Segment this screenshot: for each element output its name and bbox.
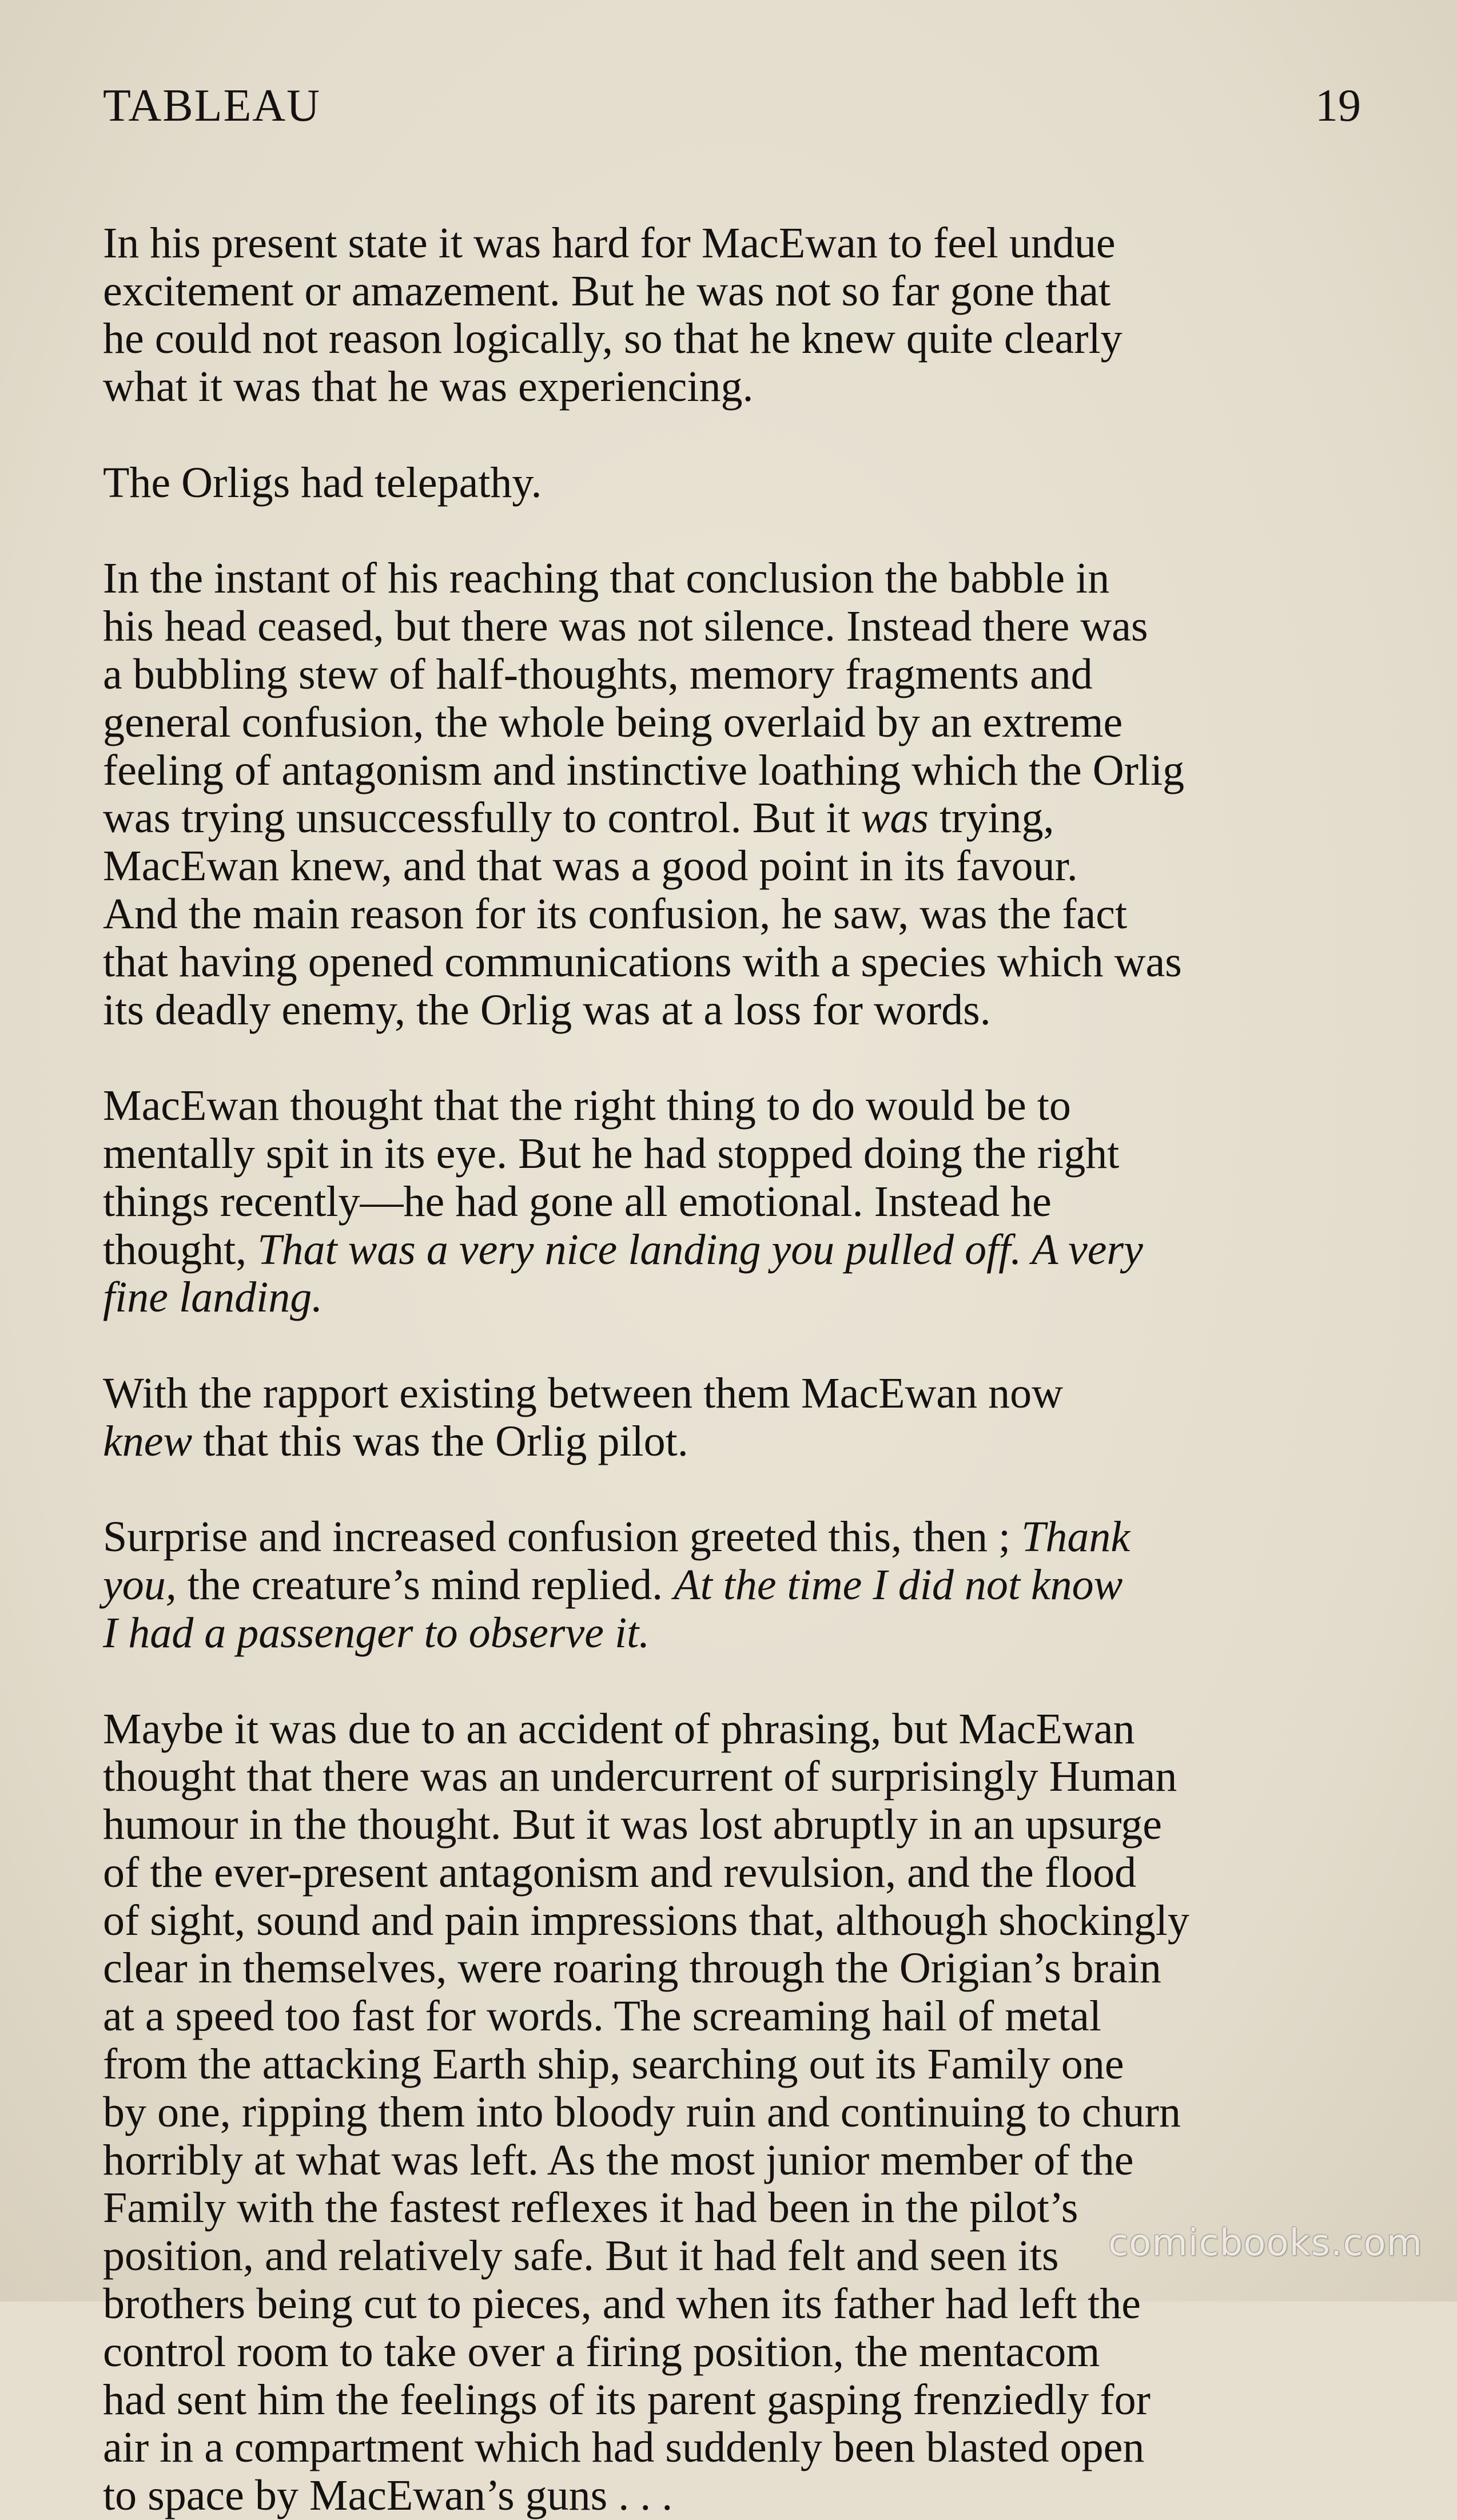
paragraph-7 bbox=[103, 1658, 1358, 2520]
text-run: In his present state it was hard for MacEwan to feel undue excitement or amazement. But he was not so far gone that he could not reason logically, so that he knew quite clearly what it was that he was experiencing. bbox=[103, 218, 1122, 411]
text-run: Maybe it was due to an accident of phrasing, but MacEwan thought that there was an undercurrent of surprisingly Human humour in the thought. But it was lost abruptly in an upsurge of the ever-present antagonism and revulsion, and the flood of sight, sound and pain impressions that, although shockingly clear in themselves, were roaring through the Origian’s brain at a speed too fast for words. The screaming hail of metal from the attacking Earth ship, searching out its Family one by one, ripping them into bloody ruin and continuing to churn horribly at what was left. As the most junior member of the Family with the fastest reflexes it had been in the pilot’s position, and relatively safe. But it had felt and seen its brothers being cut to pieces, and when its father had left the control room to take over a firing position, the mentacom had sent him the feelings of its parent gasping frenziedly for air in a compartment which had suddenly been blasted open to space by MacEwan’s guns . . . bbox=[103, 1704, 1189, 2520]
text-run: The Orligs had telepathy. bbox=[103, 458, 542, 507]
text-run: MacEwan thought that the right thing to do would be to mentally spit in its eye. But he had stopped doing the right things recently—he had gone all emotional. Instead he thought, bbox=[103, 1082, 1120, 1274]
paragraph-5 bbox=[103, 1322, 1358, 1465]
paragraph-3 bbox=[103, 507, 1358, 1035]
italic-text-run: was bbox=[861, 794, 929, 842]
paragraph-1 bbox=[103, 172, 1358, 411]
text-run: Surprise and increased confusion greeted this, then ; bbox=[103, 1513, 1022, 1561]
text-run: the creature’s mind replied. bbox=[176, 1561, 674, 1609]
text-run: In the instant of his reaching that conclusion the babble in his head ceased, but there was not silence. Instead there was a bubbling stew of half-thoughts, memory fragments and general confusion, the whole being overlaid by an extreme feeling of antagonism and instinctive loathing which the Orlig was trying unsuccessfully to control. But it bbox=[103, 554, 1185, 842]
text-run: trying, MacEwan knew, and that was a good point in its favour. And the main reason for its confusion, he saw, was the fact that having opened communications with a species which was its deadly enemy, the Orlig was at a loss for words. bbox=[103, 794, 1182, 1034]
text-run: With the rapport existing between them MacEwan now bbox=[103, 1369, 1064, 1417]
text-run: that this was the Orlig pilot. bbox=[192, 1417, 688, 1465]
paragraph-6 bbox=[103, 1466, 1358, 1658]
running-title: TABLEAU bbox=[103, 81, 321, 131]
italic-text-run: knew bbox=[103, 1417, 193, 1465]
watermark: comicbooks.com bbox=[1108, 2222, 1423, 2264]
body-text bbox=[103, 172, 1358, 2520]
page-number: 19 bbox=[1315, 81, 1361, 131]
italic-text-run: At the time I did not know I had a passenger to observe it. bbox=[103, 1561, 1123, 1657]
running-head bbox=[103, 74, 1361, 137]
paragraph-4 bbox=[103, 1034, 1358, 1322]
italic-text-run: That was a very nice landing you pulled off. A very fine landing. bbox=[103, 1225, 1143, 1322]
paragraph-2 bbox=[103, 411, 1358, 507]
italic-text-run: Thank you, bbox=[103, 1513, 1130, 1609]
